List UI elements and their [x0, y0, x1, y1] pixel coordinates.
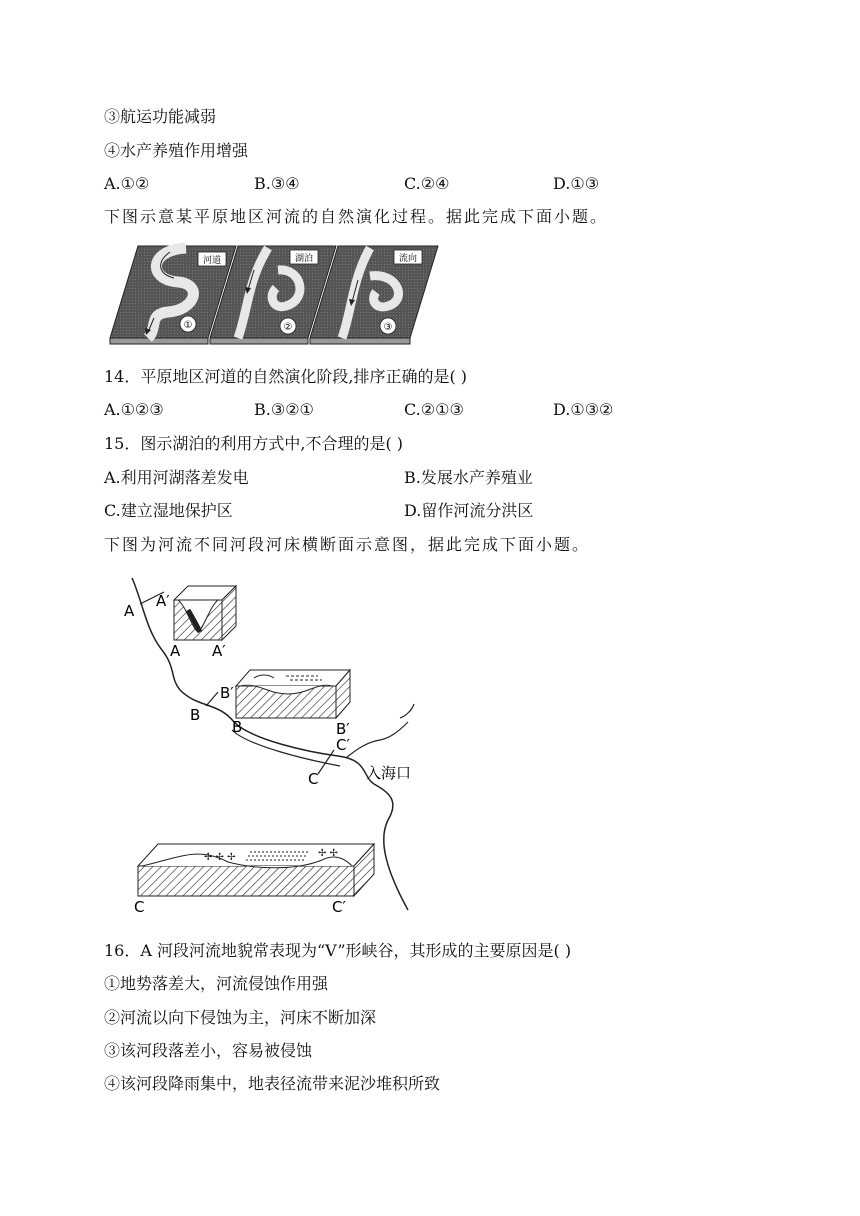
label-b-bottom: B — [232, 718, 243, 736]
label-c-prime: C′ — [336, 736, 350, 754]
q14-options — [104, 399, 744, 421]
block-a-cross-section — [174, 586, 236, 640]
label-a-prime-bottom: A′ — [212, 642, 226, 660]
svg-text:✢ ✢ ✢: ✢ ✢ ✢ — [204, 852, 236, 863]
label-a-bottom: A — [170, 642, 181, 660]
label-c: C — [308, 770, 319, 788]
label-a-prime: A′ — [156, 592, 170, 610]
panel-2-number: ② — [283, 322, 293, 333]
river-cross-section-figure — [118, 570, 418, 920]
q15-option-b: B.发展水产养殖业 — [404, 468, 533, 487]
q16-stem: 16．A 河段河流地貌常表现为“V”形峡谷，其形成的主要原因是( ) — [104, 941, 572, 960]
intro-figure-2: 下图为河流不同河段河床横断面示意图，据此完成下面小题。 — [104, 535, 591, 554]
q14-option-a: A.①②③ — [104, 400, 164, 419]
q15-stem: 15．图示湖泊的利用方式中,不合理的是( ) — [104, 434, 404, 453]
q13-option-a: A.①② — [104, 174, 150, 193]
block-b-cross-section — [236, 670, 350, 718]
label-c-bottom: C — [134, 898, 145, 916]
q15-options-row-1 — [104, 467, 744, 489]
q14-option-b: B.③②① — [254, 400, 314, 419]
label-b: B — [190, 706, 201, 724]
q15-option-c: C.建立湿地保护区 — [104, 501, 233, 520]
label-river-channel: 河道 — [202, 256, 222, 266]
q13-statement-4: ④水产养殖作用增强 — [104, 141, 249, 160]
river-evolution-figure — [108, 240, 440, 348]
svg-text:✢ ✢: ✢ ✢ — [318, 848, 338, 859]
q14-option-d: D.①③② — [553, 400, 614, 419]
q13-option-d: D.①③ — [553, 174, 600, 193]
q13-option-c: C.②④ — [404, 174, 450, 193]
intro-figure-1: 下图示意某平原地区河流的自然演化过程。据此完成下面小题。 — [104, 207, 609, 226]
q13-options — [104, 173, 744, 195]
q15-option-a: A.利用河湖落差发电 — [104, 468, 249, 487]
label-river-mouth: 入海口 — [366, 764, 412, 782]
block-c-cross-section — [138, 844, 374, 896]
q16-statement-2: ②河流以向下侵蚀为主，河床不断加深 — [104, 1008, 377, 1027]
q14-option-c: C.②①③ — [404, 400, 464, 419]
label-c-prime-bottom: C′ — [332, 898, 346, 916]
label-b-prime-bottom: B′ — [336, 720, 350, 738]
q14-stem: 14．平原地区河道的自然演化阶段,排序正确的是( ) — [104, 367, 468, 386]
label-b-prime: B′ — [220, 684, 234, 702]
panel-1-number: ① — [183, 320, 193, 331]
q16-statement-1: ①地势落差大，河流侵蚀作用强 — [104, 974, 329, 993]
q15-option-d: D.留作河流分洪区 — [404, 501, 534, 520]
panel-3-number: ③ — [383, 322, 393, 333]
label-lake: 湖泊 — [294, 254, 314, 264]
q13-option-b: B.③④ — [254, 174, 300, 193]
label-flow-direction: 流向 — [398, 254, 418, 264]
q13-statement-3: ③航运功能减弱 — [104, 107, 217, 126]
q15-options-row-2 — [104, 500, 744, 522]
q16-statement-3: ③该河段落差小，容易被侵蚀 — [104, 1041, 313, 1060]
q16-statement-4: ④该河段降雨集中，地表径流带来泥沙堆积所致 — [104, 1074, 441, 1093]
label-a: A — [124, 602, 135, 620]
